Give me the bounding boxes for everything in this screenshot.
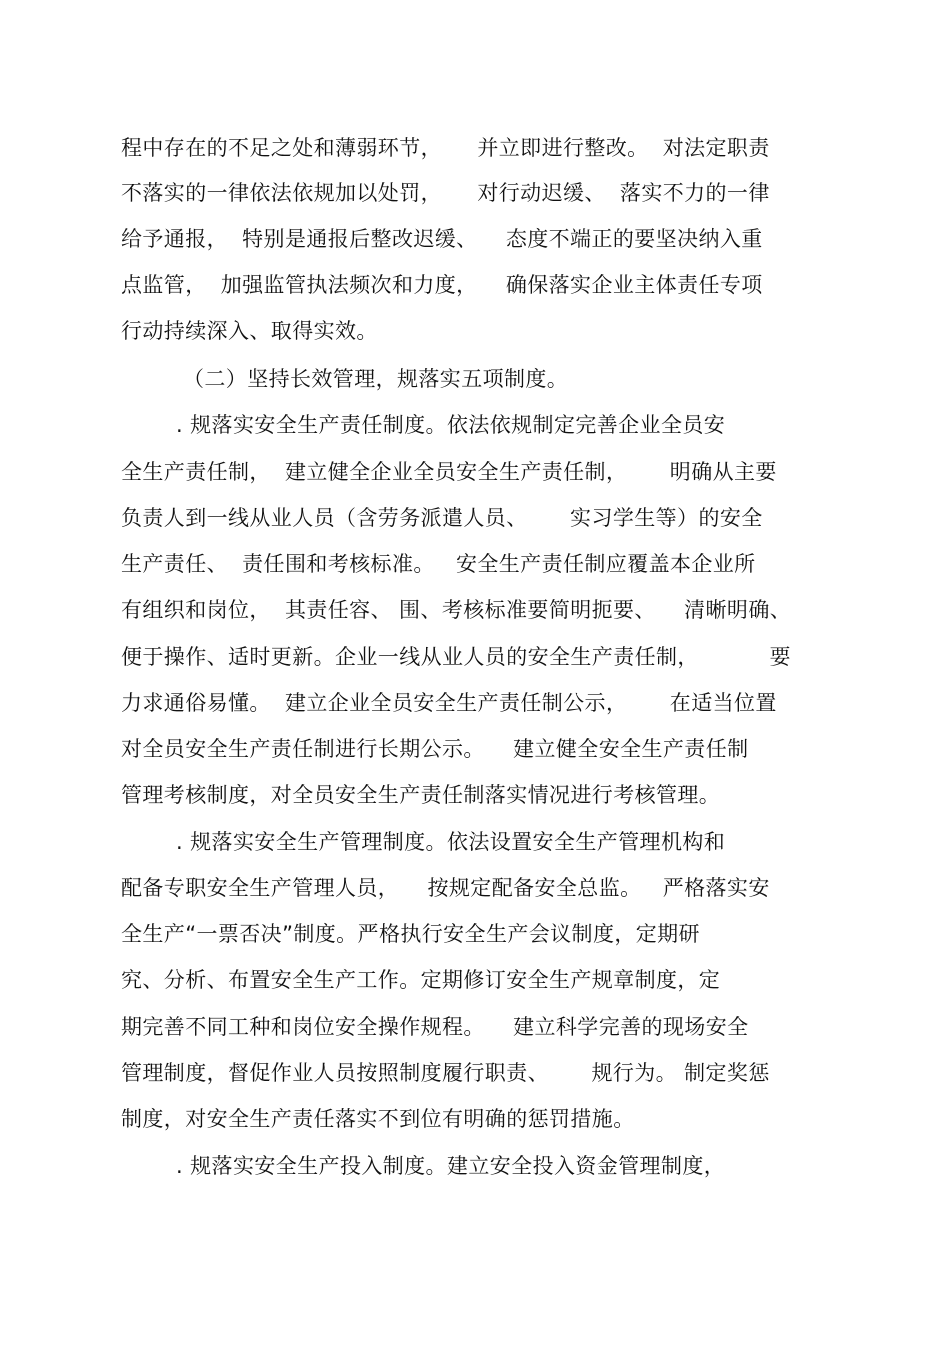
text-line: 点监管， 加强监管执法频次和力度， 确保落实企业主体责任专项 xyxy=(121,273,763,297)
text-line: 负责人到一线从业人员（含劳务派遣人员、 实习学生等）的安全 xyxy=(121,506,763,530)
paragraph-heading: . 规落实安全生产投入制度。建立安全投入资金管理制度， xyxy=(176,1154,726,1178)
text-line: 不落实的一律依法依规加以处罚， 对行动迟缓、 落实不力的一律 xyxy=(121,181,770,205)
text-line: 全生产“一票否决”制度。严格执行安全生产会议制度，定期研 xyxy=(121,922,700,946)
text-line: 制度，对安全生产责任落实不到位有明确的惩罚措施。 xyxy=(121,1107,635,1131)
text-line: 期完善不同工种和岗位安全操作规程。 建立科学完善的现场安全 xyxy=(121,1015,749,1039)
text-line: 程中存在的不足之处和薄弱环节， 并立即进行整改。 对法定职责 xyxy=(121,136,770,160)
text-line: 配备专职安全生产管理人员， 按规定配备安全总监。 严格落实安 xyxy=(121,876,770,900)
text-line: 便于操作、适时更新。企业一线从业人员的安全生产责任制， 要 xyxy=(121,645,791,669)
text-line: 对全员安全生产责任制进行长期公示。 建立健全安全生产责任制 xyxy=(121,737,749,761)
paragraph-heading: . 规落实安全生产管理制度。依法设置安全生产管理机构和 xyxy=(176,830,726,854)
text-line: 给予通报， 特别是通报后整改迟缓、 态度不端正的要坚决纳入重 xyxy=(121,227,763,251)
text-line: 生产责任、 责任围和考核标准。 安全生产责任制应覆盖本企业所 xyxy=(121,552,756,576)
text-line: 行动持续深入、取得实效。 xyxy=(121,319,378,343)
text-line: 管理制度，督促作业人员按照制度履行职责、 规行为。 制定奖惩 xyxy=(121,1061,770,1085)
text-line: 究、分析、布置安全生产工作。定期修订安全生产规章制度，定 xyxy=(121,968,721,992)
text-line: 力求通俗易懂。 建立企业全员安全生产责任制公示， 在适当位置 xyxy=(121,691,777,715)
text-line: 管理考核制度，对全员安全生产责任制落实情况进行考核管理。 xyxy=(121,783,721,807)
section-heading: （二）坚持长效管理，规落实五项制度。 xyxy=(183,367,569,391)
paragraph-heading: . 规落实安全生产责任制度。依法依规制定完善企业全员安 xyxy=(176,413,726,437)
text-line: 有组织和岗位， 其责任容、 围、考核标准要简明扼要、 清晰明确、 xyxy=(121,598,792,622)
text-line: 全生产责任制， 建立健全企业全员安全生产责任制， 明确从主要 xyxy=(121,460,777,484)
